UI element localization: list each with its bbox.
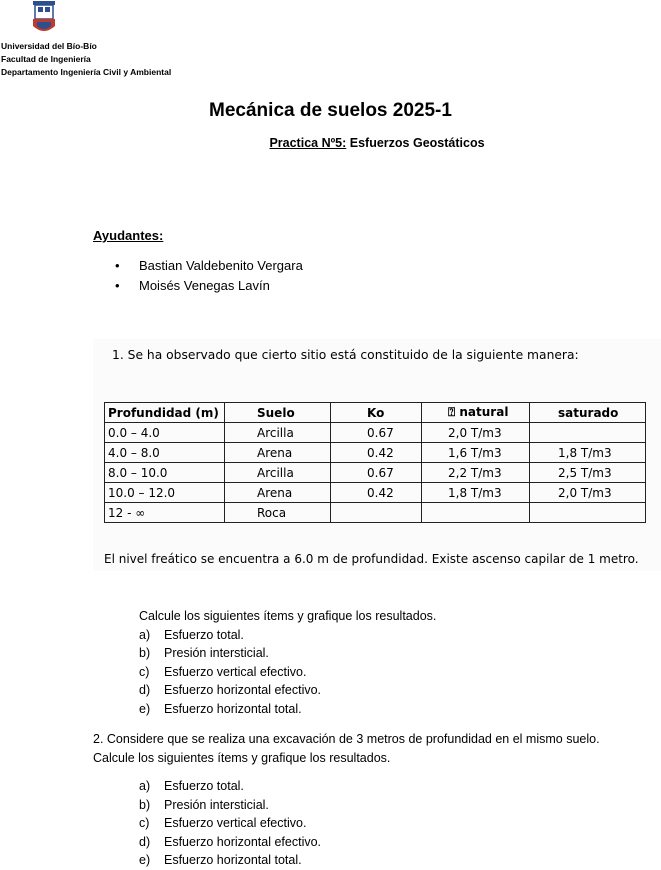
- soil-profile-table: [104, 402, 646, 523]
- list-item: a) Esfuerzo total.: [139, 779, 244, 793]
- ayudantes-label: Ayudantes:: [93, 228, 164, 243]
- problem1-items: [139, 626, 436, 719]
- column-header: Ko: [331, 403, 422, 423]
- faculty-name: Facultad de Ingeniería: [1, 54, 91, 64]
- table-cell: Roca: [225, 503, 331, 523]
- water-table-note: El nivel freático se encuentra a 6.0 m de profundidad. Existe ascenso capilar de 1 metro.: [104, 552, 639, 566]
- problem1-statement: 1. Se ha observado que cierto sitio está constituido de la siguiente manera:: [112, 348, 579, 362]
- column-header: ⍰ natural: [422, 403, 530, 423]
- table-cell: 10.0 – 12.0: [105, 483, 225, 503]
- table-cell: 0.67: [331, 423, 422, 443]
- list-item: e) Esfuerzo horizontal total.: [139, 701, 302, 716]
- table-cell: 1,8 T/m3: [422, 483, 530, 503]
- list-item: c) Esfuerzo vertical efectivo.: [139, 816, 307, 831]
- table-cell: 12 - ∞: [105, 503, 225, 523]
- list-item: d) Esfuerzo horizontal efectivo.: [139, 683, 322, 698]
- problem1-tasks: [139, 607, 436, 719]
- department-name: Departamento Ingeniería Civil y Ambiental: [1, 67, 172, 77]
- list-item: e) Esfuerzo horizontal total.: [139, 853, 302, 868]
- list-item: d) Esfuerzo horizontal efectivo.: [139, 834, 322, 849]
- table-row: [105, 483, 646, 503]
- ayudantes-list: [115, 256, 303, 296]
- table-cell: 0.42: [331, 443, 422, 463]
- list-item: b) Presión intersticial.: [139, 646, 269, 661]
- table-cell: 2,0 T/m3: [530, 483, 646, 503]
- list-item: c) Esfuerzo vertical efectivo.: [139, 664, 307, 679]
- table-cell: Arcilla: [225, 463, 331, 483]
- table-cell: 0.0 – 4.0: [105, 423, 225, 443]
- list-item: a) Esfuerzo total.: [139, 627, 244, 642]
- table-cell: 2,5 T/m3: [530, 463, 646, 483]
- list-item: b) Presión intersticial.: [139, 797, 269, 812]
- practice-number: Practica Nº5:: [269, 136, 347, 150]
- table-row: [105, 423, 646, 443]
- page-title: Mecánica de suelos 2025-1: [209, 100, 452, 121]
- table-cell: 8.0 – 10.0: [105, 463, 225, 483]
- problem2-tasks: [139, 777, 321, 870]
- column-header: Suelo: [225, 403, 331, 423]
- table-cell: [422, 503, 530, 523]
- list-item: • Bastian Valdebenito Vergara: [115, 256, 303, 276]
- table-cell: [530, 423, 646, 443]
- problem1-instruction: Calcule los siguientes ítems y grafique los resultados.: [139, 609, 437, 623]
- problem2-line2: Calcule los siguientes ítems y grafique los resultados.: [93, 750, 391, 765]
- problem2-statement: [93, 730, 600, 767]
- table-row: [105, 443, 646, 463]
- table-row: [105, 463, 646, 483]
- institution-header: [1, 40, 171, 79]
- table-header-row: [105, 403, 646, 423]
- practice-subtitle: [0, 136, 661, 150]
- table-cell: 1,8 T/m3: [530, 443, 646, 463]
- table-cell: Arena: [225, 483, 331, 503]
- table-cell: 2,2 T/m3: [422, 463, 530, 483]
- problem2-line1: 2. Considere que se realiza una excavación de 3 metros de profundidad en el mismo suelo.: [93, 732, 600, 746]
- table-cell: 2,0 T/m3: [422, 423, 530, 443]
- practice-topic: Esfuerzos Geostáticos: [349, 136, 485, 150]
- table-cell: 1,6 T/m3: [422, 443, 530, 463]
- list-item: • Moisés Venegas Lavín: [115, 276, 303, 296]
- university-name: Universidad del Bío-Bío: [1, 41, 97, 51]
- table-cell: 0.42: [331, 483, 422, 503]
- table-cell: Arcilla: [225, 423, 331, 443]
- column-header: Profundidad (m): [105, 403, 225, 423]
- table-cell: Arena: [225, 443, 331, 463]
- table-cell: 4.0 – 8.0: [105, 443, 225, 463]
- column-header: saturado: [530, 403, 646, 423]
- table-cell: [530, 503, 646, 523]
- university-logo: [30, 0, 58, 36]
- table-cell: 0.67: [331, 463, 422, 483]
- table-cell: [331, 503, 422, 523]
- problem2-items: [139, 777, 321, 870]
- table-row: [105, 503, 646, 523]
